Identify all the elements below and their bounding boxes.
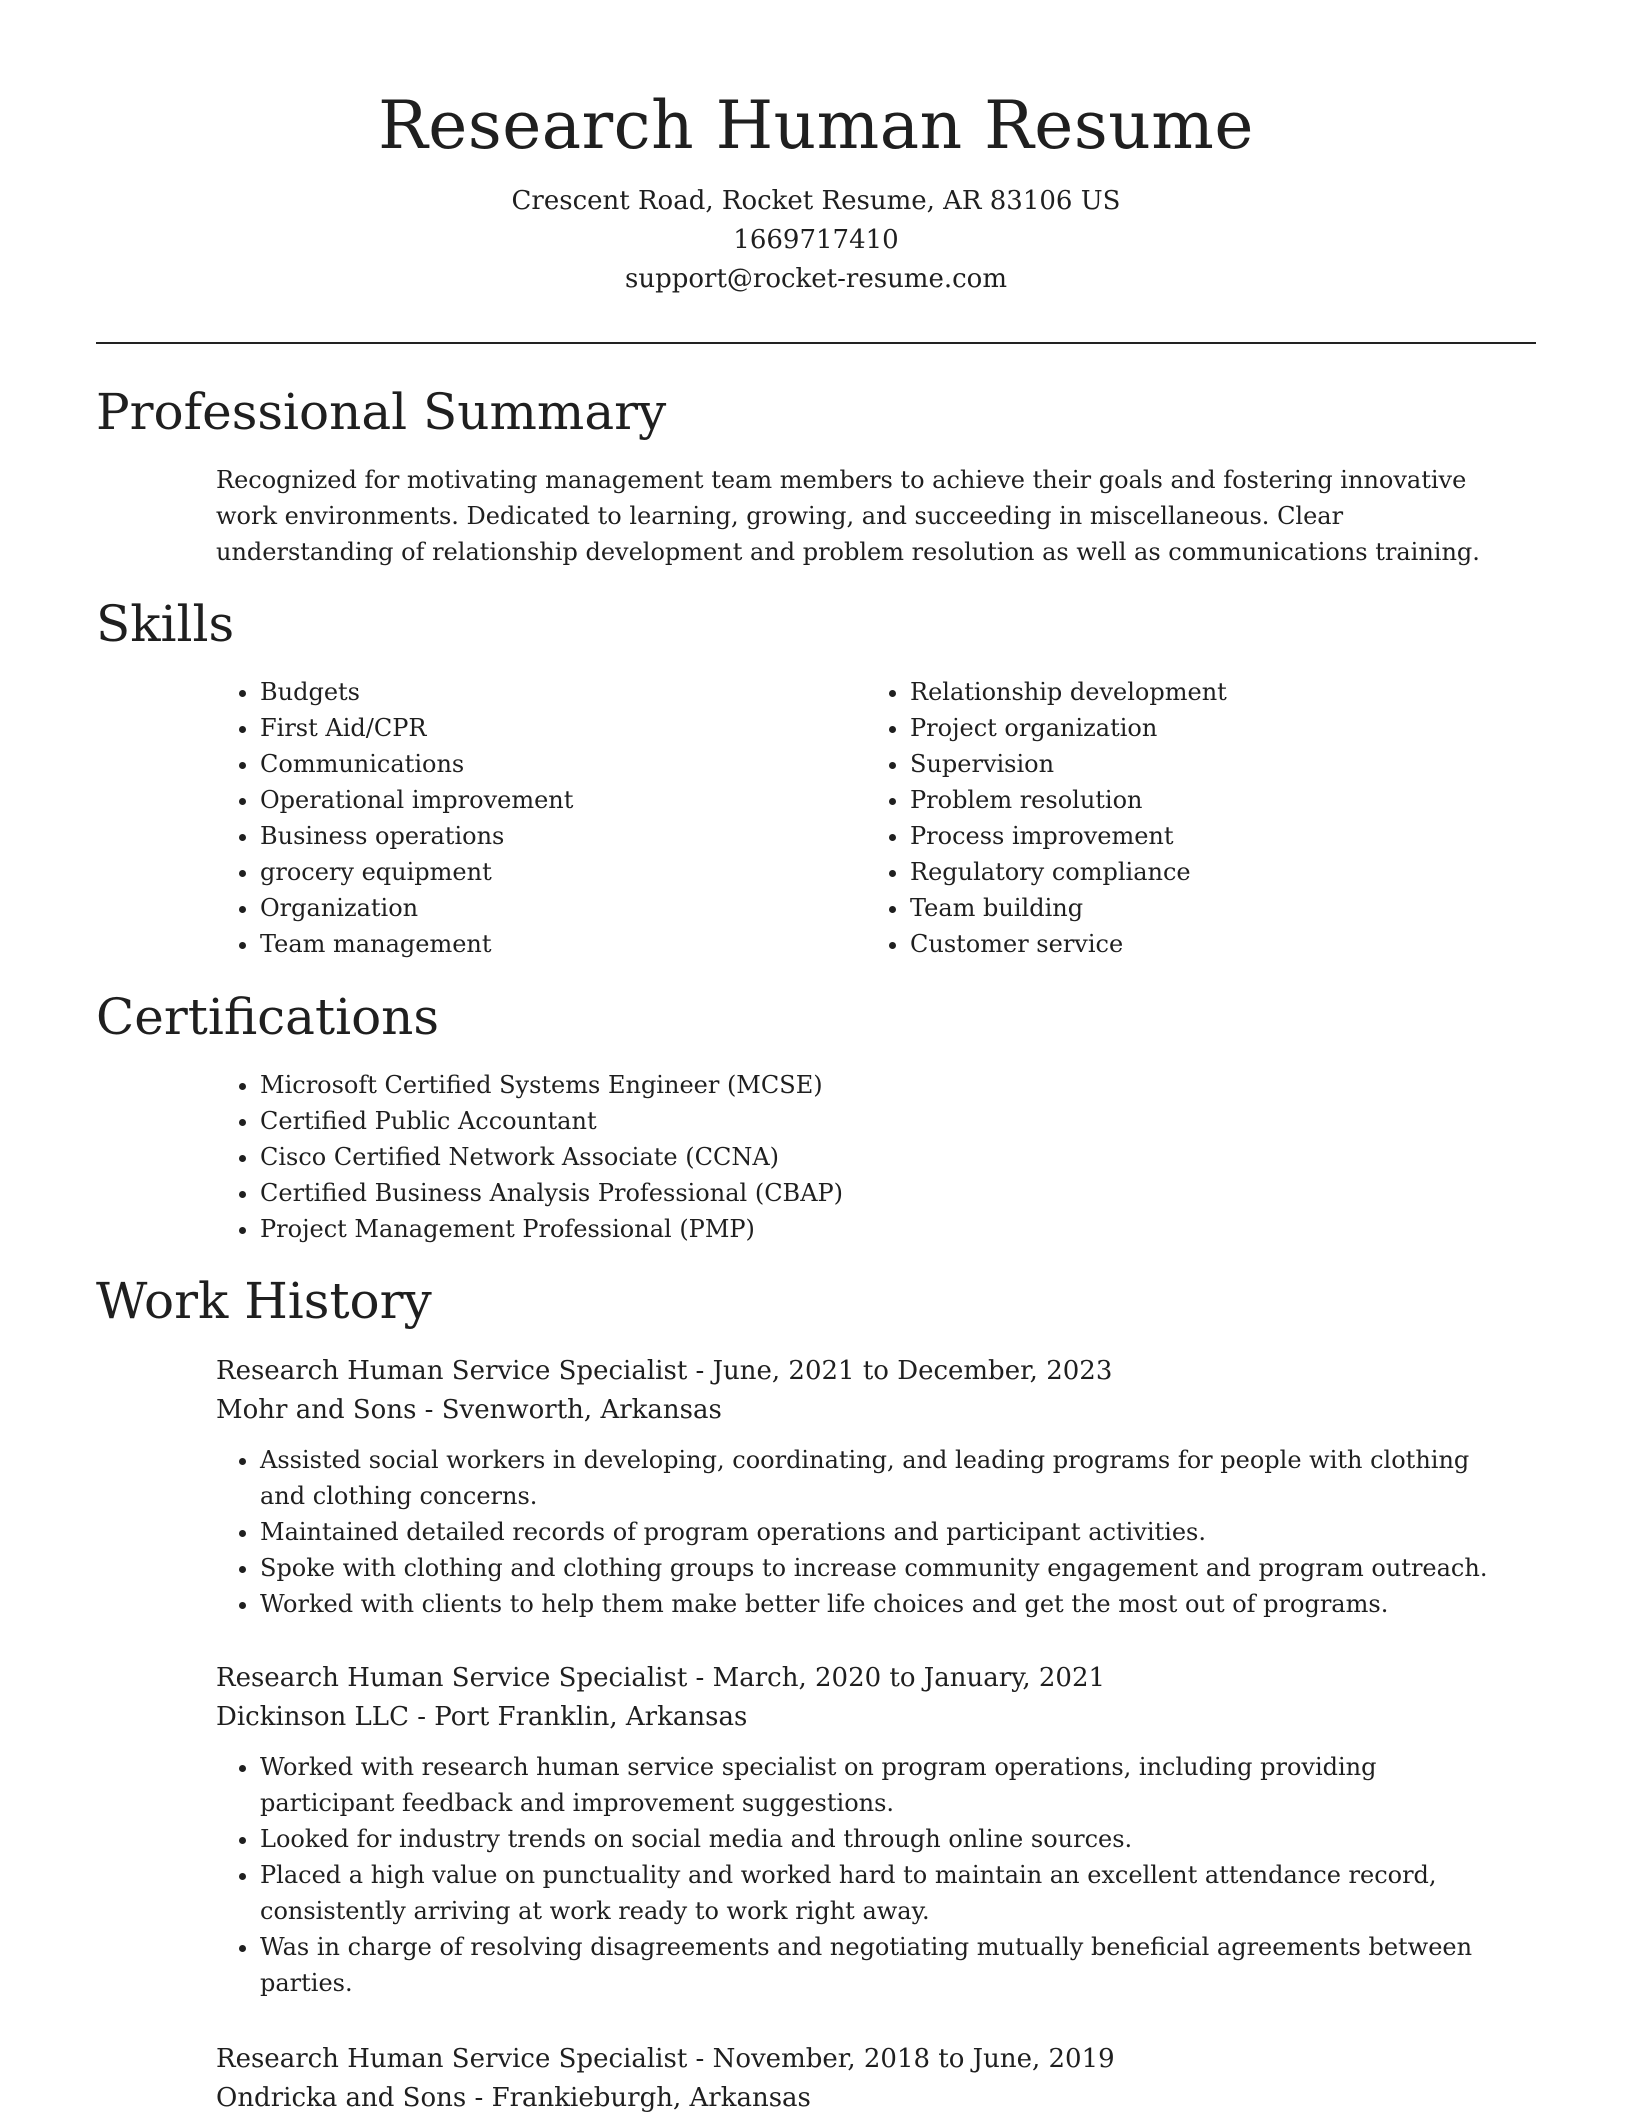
certification-item: • Certified Business Analysis Professional (CBAP) [260, 1175, 843, 1211]
skill-item: • grocery equipment [260, 854, 573, 890]
job-entry [216, 1352, 1516, 1622]
contact-block [0, 182, 1632, 299]
job-bullet: • Worked with clients to help them make better life choices and get the most out of programs. [260, 1586, 1516, 1622]
job-bullet: • Spoke with clothing and clothing groups to increase community engagement and program outreach. [260, 1550, 1516, 1586]
skill-item: • Operational improvement [260, 782, 573, 818]
certification-item: • Certified Public Accountant [260, 1103, 843, 1139]
skill-item: • Project organization [910, 710, 1227, 746]
skill-item: • First Aid/CPR [260, 710, 573, 746]
resume-name: Research Human Resume [378, 87, 1254, 164]
summary-heading: Professional Summary [96, 383, 667, 441]
header-divider [96, 342, 1536, 344]
skill-item: • Relationship development [910, 674, 1227, 710]
job-title: Research Human Service Specialist [216, 1356, 688, 1386]
summary-text: Recognized for motivating management team members to achieve their goals and fostering innovative work environments. Dedicated to learning, growing, and succeeding in miscellaneous. Clear understanding of relationship development and problem resolution as well as communications training. [216, 466, 1480, 566]
job-title: Research Human Service Specialist [216, 1663, 688, 1693]
job-entry [216, 2040, 1516, 2118]
skill-item: • Business operations [260, 818, 573, 854]
job-company: Ondricka and Sons [216, 2083, 467, 2113]
contact-phone: 1669717410 [733, 225, 899, 255]
job-location: Frankieburgh, Arkansas [491, 2083, 811, 2113]
skill-item: • Team building [910, 890, 1227, 926]
certification-item: • Cisco Certified Network Associate (CCNA) [260, 1139, 843, 1175]
skill-item: • Regulatory compliance [910, 854, 1227, 890]
job-bullet: • Placed a high value on punctuality and worked hard to maintain an excellent attendance record, consistently arriving at work ready to work right away. [260, 1857, 1516, 1929]
job-bullets [216, 1749, 1516, 2001]
skill-item: • Supervision [910, 746, 1227, 782]
certifications-list [216, 1067, 843, 1247]
job-bullet: • Assisted social workers in developing, coordinating, and leading programs for people with clothing and clothing concerns. [260, 1442, 1516, 1514]
skills-heading: Skills [96, 595, 235, 653]
skill-item: • Problem resolution [910, 782, 1227, 818]
certification-item: • Microsoft Certified Systems Engineer (MCSE) [260, 1067, 843, 1103]
work-history-heading: Work History [96, 1272, 432, 1330]
contact-email: support@rocket-resume.com [624, 264, 1007, 294]
certification-item: • Project Management Professional (PMP) [260, 1211, 843, 1247]
skill-item: • Budgets [260, 674, 573, 710]
job-bullet: • Was in charge of resolving disagreements and negotiating mutually beneficial agreements between parties. [260, 1929, 1516, 2001]
job-company-line: Ondricka and Sons - Frankieburgh, Arkansas [216, 2083, 811, 2113]
job-title-line: Research Human Service Specialist - June, 2021 to December, 2023 [216, 1356, 1113, 1386]
job-company: Mohr and Sons [216, 1395, 417, 1425]
contact-address: Crescent Road, Rocket Resume, AR 83106 US [511, 186, 1121, 216]
job-location: Port Franklin, Arkansas [434, 1702, 748, 1732]
skills-list-left [216, 674, 573, 962]
job-company-line: Dickinson LLC - Port Franklin, Arkansas [216, 1702, 748, 1732]
job-bullet: • Worked with research human service specialist on program operations, including providing participant feedback and improvement suggestions. [260, 1749, 1516, 1821]
job-entry [216, 1659, 1516, 2001]
job-title-line: Research Human Service Specialist - November, 2018 to June, 2019 [216, 2044, 1115, 2074]
job-dates: March, 2020 to January, 2021 [712, 1663, 1106, 1693]
job-location: Svenworth, Arkansas [441, 1395, 722, 1425]
skill-item: • Organization [260, 890, 573, 926]
job-bullet: • Looked for industry trends on social media and through online sources. [260, 1821, 1516, 1857]
certifications-heading: Certifications [96, 988, 440, 1046]
job-bullet: • Maintained detailed records of program operations and participant activities. [260, 1514, 1516, 1550]
job-company-line: Mohr and Sons - Svenworth, Arkansas [216, 1395, 722, 1425]
skills-column-right [866, 674, 1227, 962]
job-dates: November, 2018 to June, 2019 [712, 2044, 1115, 2074]
resume-header [0, 80, 1632, 299]
job-title-line: Research Human Service Specialist - March, 2020 to January, 2021 [216, 1663, 1106, 1693]
skill-item: • Customer service [910, 926, 1227, 962]
job-company: Dickinson LLC [216, 1702, 409, 1732]
job-bullets [216, 1442, 1516, 1622]
skill-item: • Process improvement [910, 818, 1227, 854]
skills-list-right [866, 674, 1227, 962]
certifications-block [216, 1067, 843, 1247]
skills-column-left [216, 674, 573, 962]
skill-item: • Communications [260, 746, 573, 782]
skill-item: • Team management [260, 926, 573, 962]
job-title: Research Human Service Specialist [216, 2044, 688, 2074]
job-dates: June, 2021 to December, 2023 [712, 1356, 1113, 1386]
